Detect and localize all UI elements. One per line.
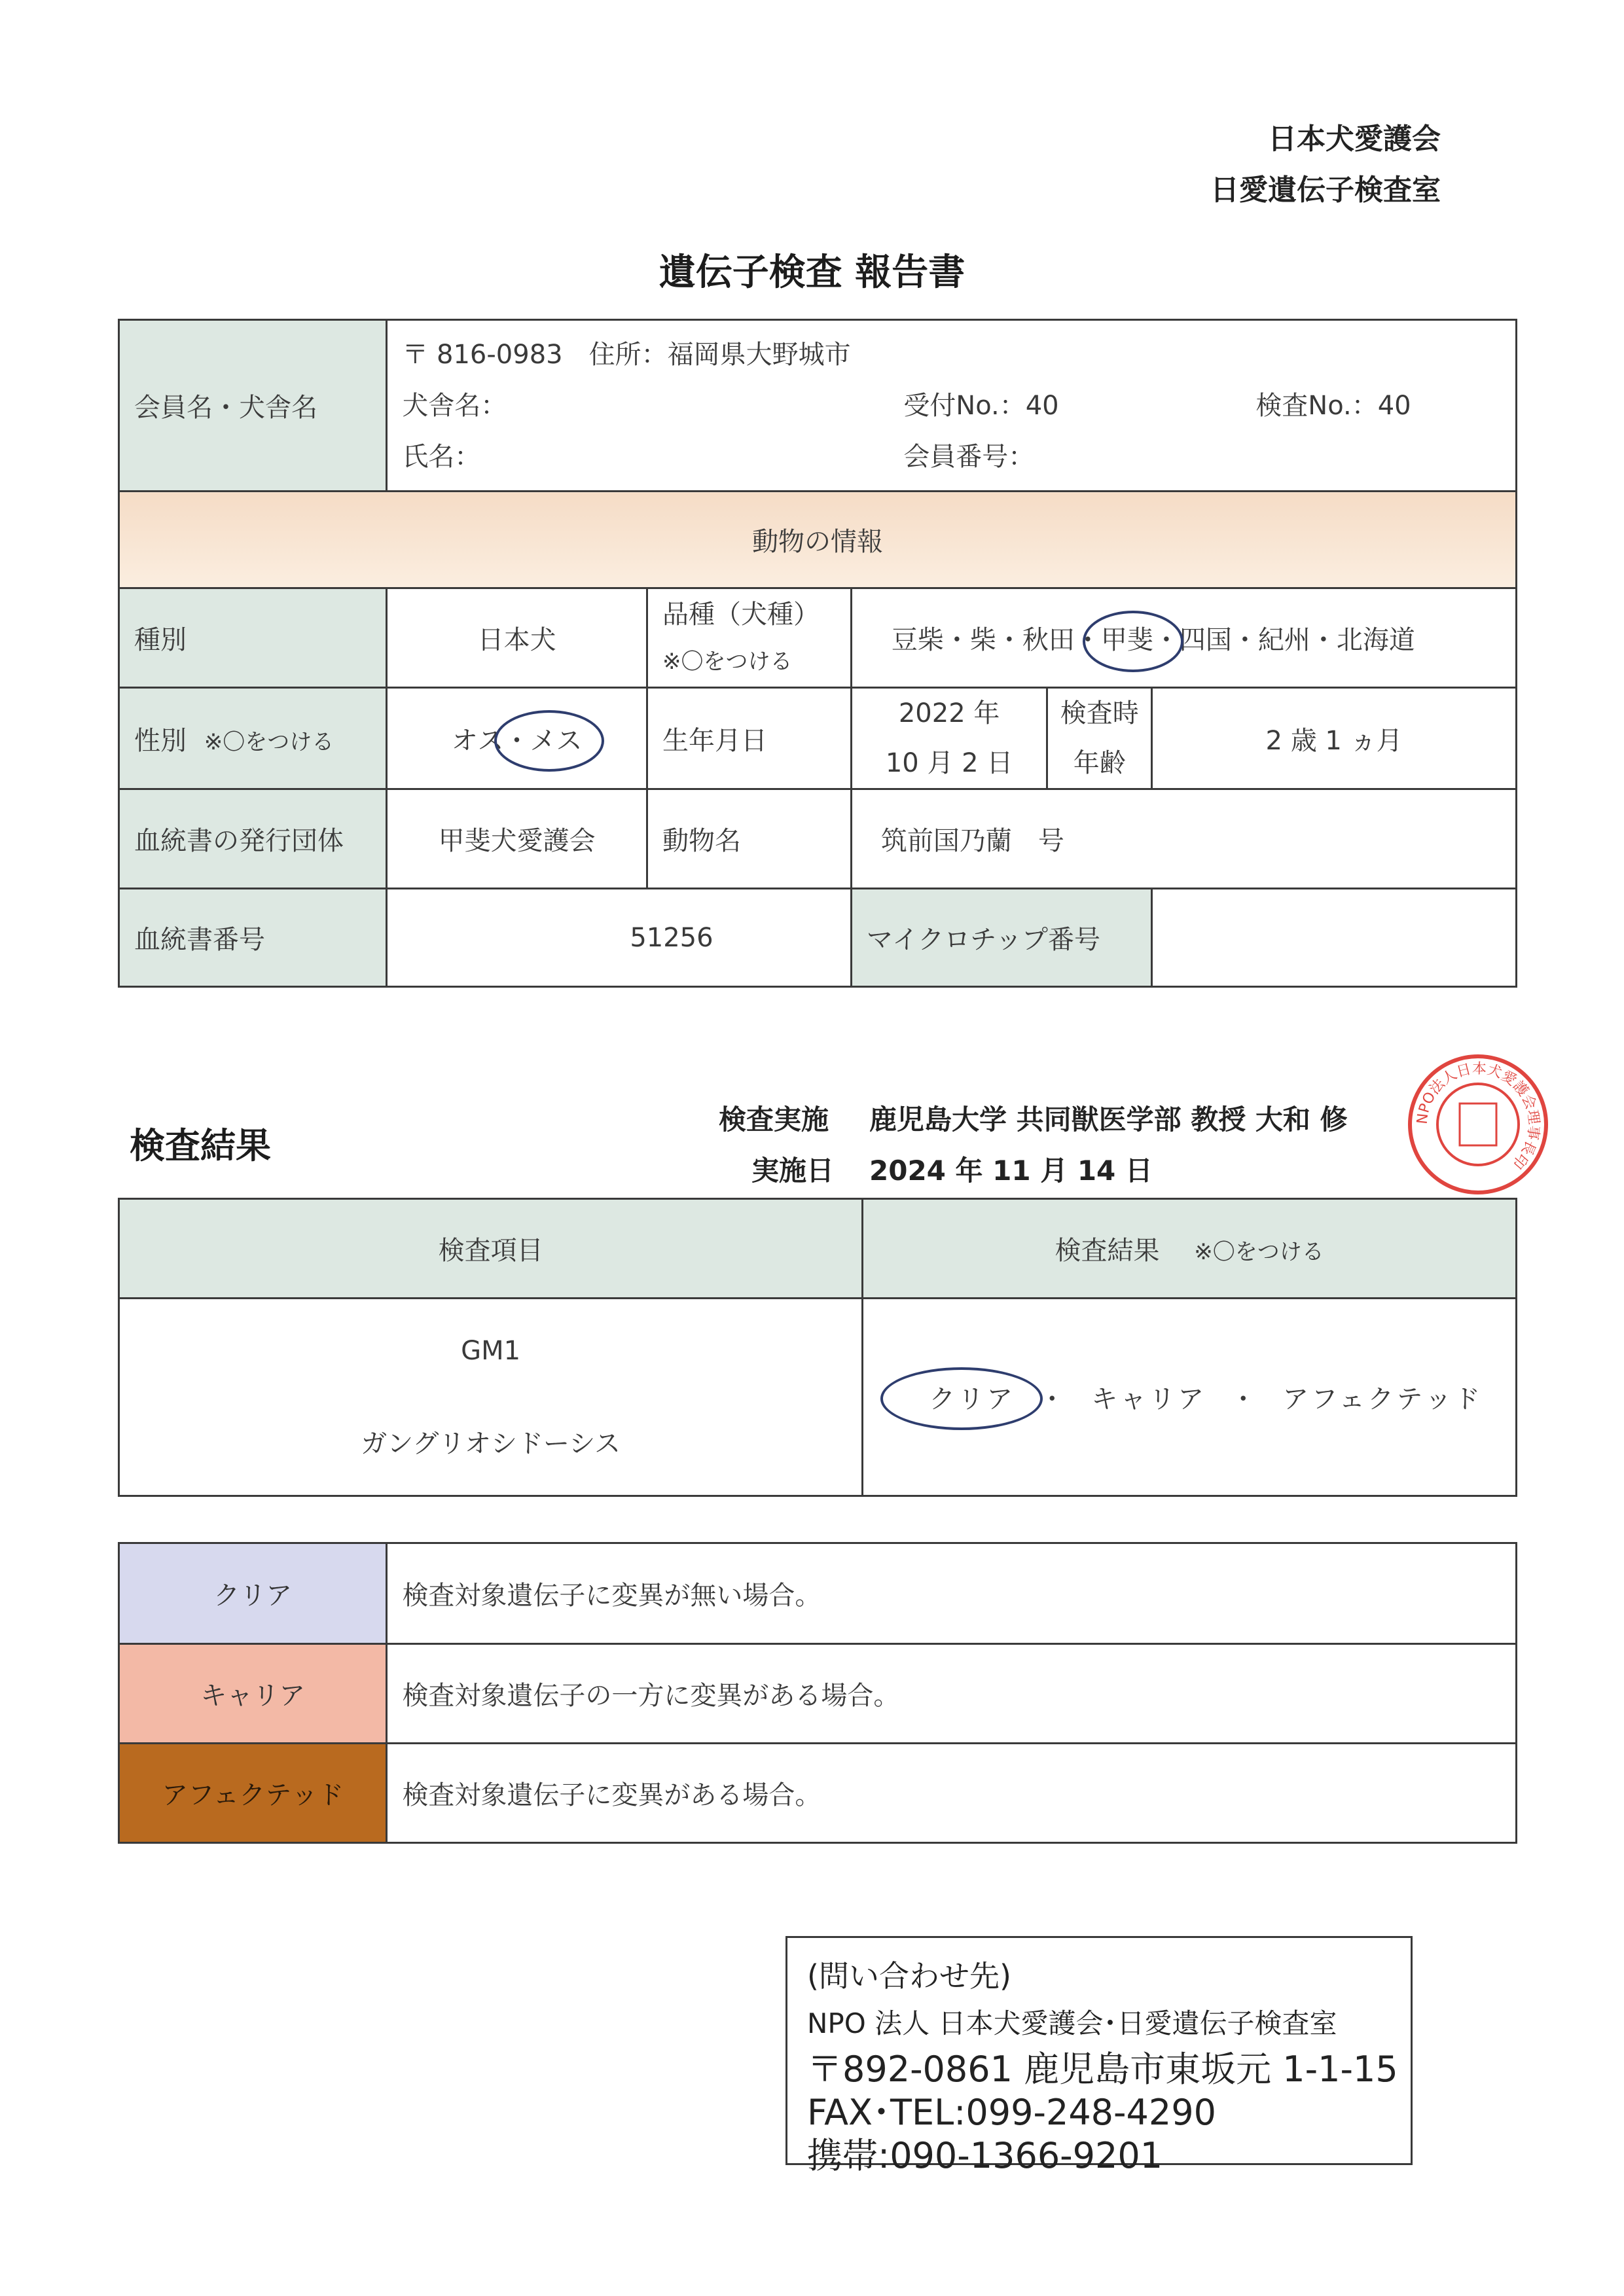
age-label-line1: 検査時 xyxy=(1060,698,1139,728)
birth-year: 2022 年 xyxy=(898,698,1000,728)
date-value: 2024 年 11 月 14 日 xyxy=(869,1155,1153,1187)
legend-term-carrier: キャリア xyxy=(119,1644,387,1744)
birth-month-day: 10 月 2 日 xyxy=(885,748,1013,778)
col-result-header xyxy=(863,1199,1517,1299)
reception-number: 受付No.：40 xyxy=(903,390,1059,421)
sex-note: ※〇をつける xyxy=(204,728,334,755)
svg-text:NPO法人日本犬愛護会理事長印 xyxy=(1415,1061,1542,1172)
animal-info-table xyxy=(118,319,1517,988)
result-options: クリア ・ キャリア ・ アフェクテッド xyxy=(863,1299,1517,1496)
org-lab-name: 日愛遺伝子検査室 xyxy=(1210,173,1441,207)
seal-text: NPO法人日本犬愛護会理事長印 xyxy=(1414,1060,1542,1172)
member-details xyxy=(387,320,1517,492)
breed-option: 紀州 xyxy=(1257,625,1310,655)
result-option: アフェクテッド xyxy=(1282,1384,1483,1414)
result-table xyxy=(118,1198,1517,1497)
legend-desc-clear: 検査対象遺伝子に変異が無い場合。 xyxy=(387,1543,1517,1644)
breed-note: ※〇をつける xyxy=(662,648,793,675)
test-item-code: GM1 xyxy=(461,1335,521,1366)
results-section-title: 検査結果 xyxy=(130,1125,271,1166)
kennel-name-label: 犬舎名： xyxy=(402,390,507,421)
seal-stamp xyxy=(1406,1052,1550,1196)
org-name: 日本犬愛護会 xyxy=(1268,122,1441,156)
selection-circle xyxy=(1083,611,1183,672)
sex-option-selected: メス xyxy=(530,725,583,756)
age-value: 2 歳 1 ヵ月 xyxy=(1152,688,1517,789)
contact-heading: (問い合わせ先) xyxy=(807,1958,1011,1994)
animal-info-band: 動物の情報 xyxy=(119,492,1517,588)
sex-label: 性別 xyxy=(134,725,187,756)
breed-option: 四国 xyxy=(1179,625,1232,655)
contact-mobile: 携帯:090-1366-9201 xyxy=(807,2135,1163,2176)
breed-option-selected: 甲斐 xyxy=(1101,625,1153,655)
postal-address: 〒 816-0983 住所：福岡県大野城市 xyxy=(402,339,851,370)
result-option-selected: クリア xyxy=(929,1384,1015,1414)
registry-number-value: 51256 xyxy=(387,889,852,987)
selection-circle xyxy=(880,1367,1043,1430)
registry-issuer-label: 血統書の発行団体 xyxy=(119,789,387,889)
legend-table xyxy=(118,1542,1517,1844)
microchip-label: マイクロチップ番号 xyxy=(851,889,1151,987)
age-label xyxy=(1047,688,1152,789)
contact-fax-tel: FAX･TEL:099-248-4290 xyxy=(807,2092,1216,2133)
performed-by-label: 検査実施 xyxy=(719,1103,829,1136)
animal-name-value: 筑前国乃蘭 号 xyxy=(851,789,1516,889)
performed-by-value: 鹿児島大学 共同獣医学部 教授 大和 修 xyxy=(869,1103,1348,1136)
document-title: 遺伝子検査 報告書 xyxy=(659,251,965,294)
legend-desc-carrier: 検査対象遺伝子の一方に変異がある場合。 xyxy=(387,1644,1517,1744)
sex-options: オス ・メス xyxy=(387,688,647,789)
registry-issuer-value: 甲斐犬愛護会 xyxy=(387,789,647,889)
legend-term-affected: アフェクテッド xyxy=(119,1744,387,1843)
legend-term-clear: クリア xyxy=(119,1543,387,1644)
contact-org: NPO 法人 日本犬愛護会･日愛遺伝子検査室 xyxy=(807,2007,1337,2039)
species-value: 日本犬 xyxy=(387,588,647,688)
breed-options: 豆柴・柴・秋田・甲斐 ・四国・紀州・北海道 xyxy=(851,588,1516,688)
breed-option: 北海道 xyxy=(1336,625,1415,655)
member-number-label: 会員番号： xyxy=(903,441,1035,472)
member-label: 会員名・犬舎名 xyxy=(119,320,387,492)
breed-option: 柴 xyxy=(969,625,996,655)
contact-box xyxy=(785,1936,1413,2176)
breed-label-cell xyxy=(647,588,852,688)
species-label: 種別 xyxy=(119,588,387,688)
owner-name-label: 氏名： xyxy=(402,441,481,472)
test-item xyxy=(119,1299,863,1496)
col-result-note: ※〇をつける xyxy=(1194,1239,1324,1265)
selection-circle xyxy=(494,710,604,772)
animal-name-label: 動物名 xyxy=(647,789,852,889)
col-result-label: 検査結果 xyxy=(1055,1236,1160,1266)
sex-label-cell xyxy=(119,688,387,789)
breed-label: 品種（犬種） xyxy=(662,599,820,630)
test-number: 検査No.：40 xyxy=(1255,390,1411,421)
birth-value xyxy=(851,688,1047,789)
result-option: キャリア xyxy=(1091,1384,1207,1414)
breed-option: 豆柴 xyxy=(891,625,944,655)
registry-number-label: 血統書番号 xyxy=(119,889,387,987)
contact-address: 〒892-0861 鹿児島市東坂元 1-1-15 xyxy=(807,2049,1398,2090)
col-item-header: 検査項目 xyxy=(119,1199,863,1299)
breed-option: 秋田 xyxy=(1022,625,1075,655)
legend-desc-affected: 検査対象遺伝子に変異がある場合。 xyxy=(387,1744,1517,1843)
age-label-line2: 年齢 xyxy=(1073,748,1126,778)
test-item-name: ガングリオシドーシス xyxy=(361,1428,621,1459)
microchip-value xyxy=(1152,889,1517,987)
sex-option: オス xyxy=(451,725,504,756)
date-label: 実施日 xyxy=(751,1155,835,1187)
birth-label: 生年月日 xyxy=(647,688,852,789)
